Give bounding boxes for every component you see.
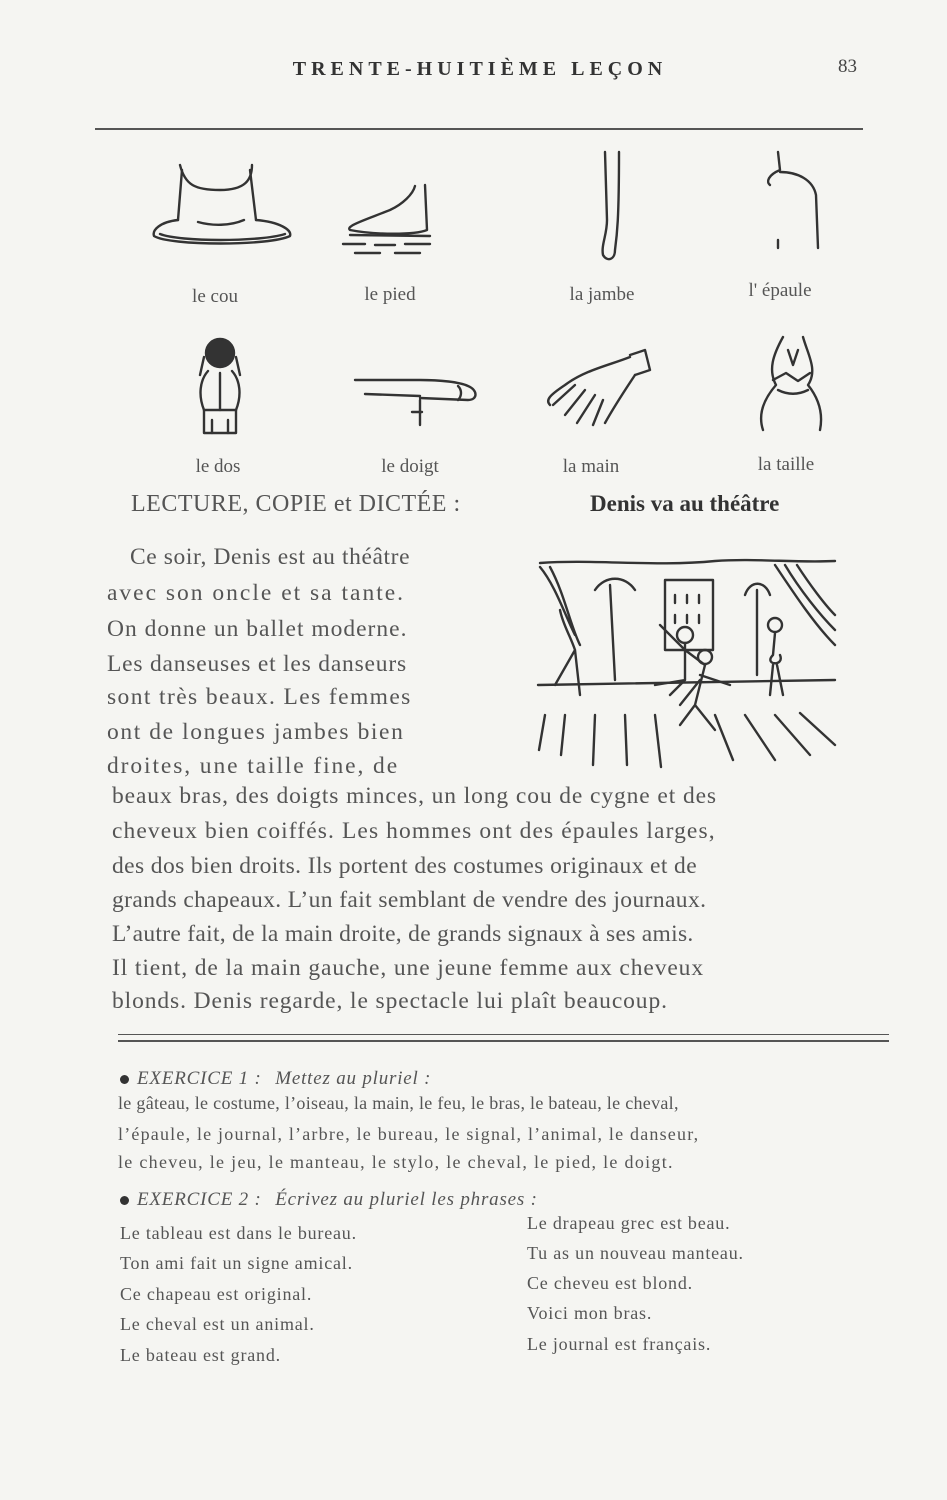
foot-icon xyxy=(335,180,445,265)
paragraph-line: beaux bras, des doigts minces, un long cou de cygne et des xyxy=(112,783,717,809)
exercise-2-sentence: Tu as un nouveau manteau. xyxy=(527,1243,744,1263)
exercise-1-line: le cheveu, le jeu, le manteau, le stylo, le cheval, le pied, le doigt. xyxy=(118,1152,674,1172)
paragraph-line: L’autre fait, de la main droite, de grands signaux à ses amis. xyxy=(112,921,694,947)
hand-icon xyxy=(535,345,655,430)
exercise-1-label: EXERCICE 1 : xyxy=(137,1068,262,1089)
exercise-1-heading xyxy=(120,1068,431,1090)
vocab-label-neck: le cou xyxy=(192,286,238,307)
exercise-2-sentence: Voici mon bras. xyxy=(527,1303,653,1323)
paragraph-line: Ce soir, Denis est au théâtre xyxy=(130,544,411,570)
exercise-2-sentence: Le tableau est dans le bureau. xyxy=(120,1223,357,1243)
paragraph-line: ont de longues jambes bien xyxy=(107,719,405,745)
exercise-2-sentence: Ce cheveu est blond. xyxy=(527,1273,693,1293)
exercise-2-heading xyxy=(120,1189,538,1211)
neck-icon xyxy=(140,160,300,260)
section-title: LECTURE, COPIE et DICTÉE : xyxy=(131,491,461,517)
vocab-label-back: le dos xyxy=(195,456,241,477)
vocab-label-hand: la main xyxy=(562,456,620,477)
bullet-icon xyxy=(120,1196,129,1205)
page-title: TRENTE-HUITIÈME LEÇON xyxy=(292,58,668,80)
waist-icon xyxy=(748,335,833,435)
paragraph-line: Les danseuses et les danseurs xyxy=(107,651,407,677)
exercise-1-line: le gâteau, le costume, l’oiseau, la main, le feu, le bras, le bateau, le cheval, xyxy=(118,1093,679,1113)
exercise-2-sentence: Le cheval est un animal. xyxy=(120,1314,315,1334)
exercise-2-instruction: Écrivez au pluriel les phrases : xyxy=(275,1189,538,1210)
vocab-label-shoulder: l' épaule xyxy=(748,280,812,301)
vocab-label-waist: la taille xyxy=(757,454,815,475)
exercise-2-label: EXERCICE 2 : xyxy=(137,1189,262,1210)
paragraph-line: sont très beaux. Les femmes xyxy=(107,684,412,710)
exercise-divider-bottom xyxy=(118,1040,889,1042)
bullet-icon xyxy=(120,1075,129,1084)
exercise-1-instruction: Mettez au pluriel : xyxy=(275,1068,432,1089)
exercise-2-sentence: Le bateau est grand. xyxy=(120,1345,281,1365)
paragraph-line: On donne un ballet moderne. xyxy=(107,616,408,642)
vocab-label-leg: la jambe xyxy=(569,284,635,305)
paragraph-line: avec son oncle et sa tante. xyxy=(107,580,406,606)
back-icon xyxy=(190,335,250,440)
story-title: Denis va au théâtre xyxy=(590,491,780,516)
leg-icon xyxy=(585,150,635,265)
paragraph-line: grands chapeaux. L’un fait semblant de vendre des journaux. xyxy=(112,887,707,913)
paragraph-line: Il tient, de la main gauche, une jeune femme aux cheveux xyxy=(112,955,704,981)
vocab-label-foot: le pied xyxy=(364,284,416,305)
shoulder-icon xyxy=(758,150,828,255)
header-divider xyxy=(95,128,863,130)
finger-icon xyxy=(350,370,485,435)
exercise-2-sentence: Ce chapeau est original. xyxy=(120,1284,313,1304)
ballet-stage-illustration xyxy=(535,555,840,770)
paragraph-line: des dos bien droits. Ils portent des costumes originaux et de xyxy=(112,853,698,879)
exercise-2-sentence: Ton ami fait un signe amical. xyxy=(120,1253,353,1273)
page-number: 83 xyxy=(838,56,857,77)
exercise-divider-top xyxy=(118,1034,889,1035)
vocab-label-finger: le doigt xyxy=(381,456,439,477)
exercise-2-sentence: Le journal est français. xyxy=(527,1334,712,1354)
paragraph-line: cheveux bien coiffés. Les hommes ont des épaules larges, xyxy=(112,818,716,844)
paragraph-line: blonds. Denis regarde, le spectacle lui plaît beaucoup. xyxy=(112,988,668,1014)
exercise-2-sentence: Le drapeau grec est beau. xyxy=(527,1213,731,1233)
paragraph-line: droites, une taille fine, de xyxy=(107,753,400,779)
exercise-1-line: l’épaule, le journal, l’arbre, le bureau, le signal, l’animal, le danseur, xyxy=(118,1124,700,1144)
